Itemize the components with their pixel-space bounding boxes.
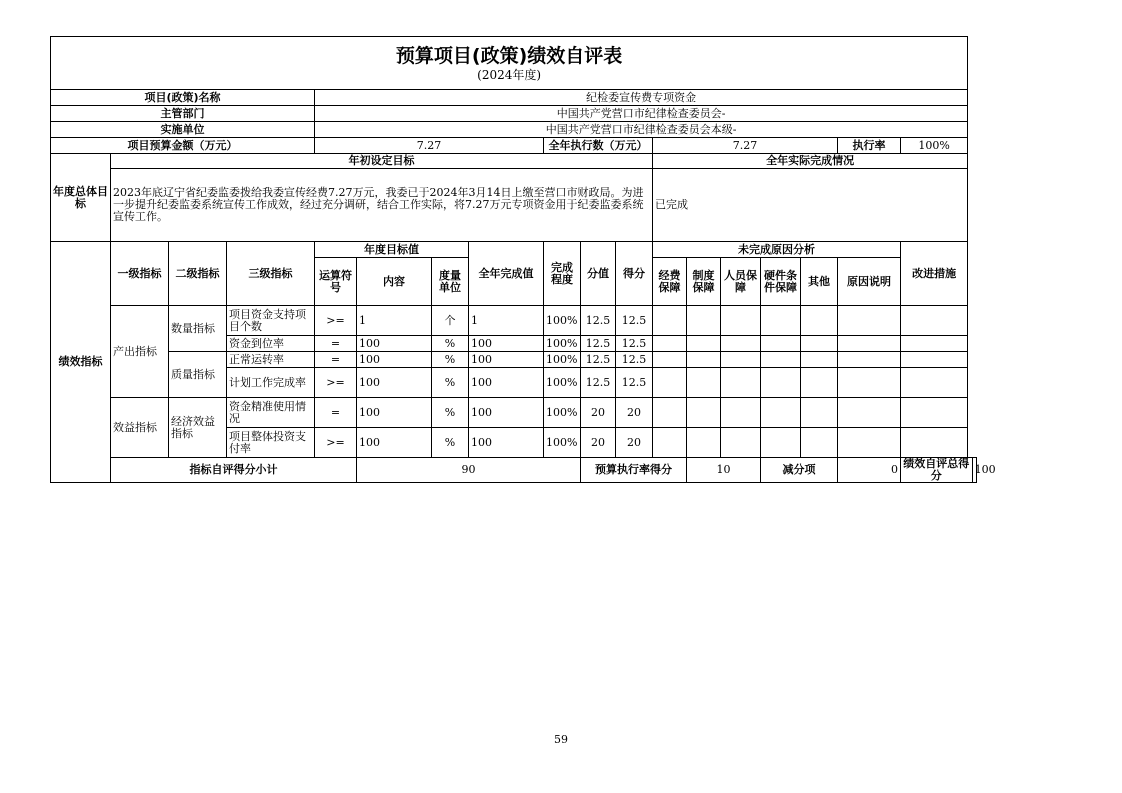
- reason-other-cell: [801, 306, 838, 336]
- improve-cell: [901, 368, 968, 398]
- reason-fund-cell: [653, 336, 687, 352]
- indicator-name: 项目整体投资支付率: [227, 428, 315, 458]
- indicator-content: 100: [357, 428, 432, 458]
- header-content: 内容: [357, 258, 432, 306]
- header-reason-other: 其他: [801, 258, 838, 306]
- economic-indicator-label: 经济效益指标: [169, 398, 227, 458]
- header-reason-staff: 人员保障: [721, 258, 761, 306]
- improve-cell: [901, 398, 968, 428]
- header-completion: 完成程度: [544, 242, 581, 306]
- indicator-score: 20: [616, 428, 653, 458]
- reason-fund-cell: [653, 368, 687, 398]
- table-row: [51, 398, 977, 428]
- quality-indicator-label: 质量指标: [169, 352, 227, 398]
- reason-desc-cell: [838, 368, 901, 398]
- header-improve: 改进措施: [901, 242, 968, 306]
- reason-other-cell: [801, 428, 838, 458]
- reason-desc-cell: [838, 306, 901, 336]
- header-target-group: 年度目标值: [315, 242, 469, 258]
- table-row: [51, 306, 977, 336]
- budget-label: 项目预算金额（万元）: [51, 138, 315, 154]
- table-row: [51, 352, 977, 368]
- header-reason-fund: 经费保障: [653, 258, 687, 306]
- indicator-name: 正常运转率: [227, 352, 315, 368]
- indicator-content: 100: [357, 368, 432, 398]
- improve-cell: [901, 306, 968, 336]
- reason-hardware-cell: [761, 368, 801, 398]
- improve-cell: [901, 352, 968, 368]
- indicator-actual: 1: [469, 306, 544, 336]
- indicator-unit: %: [432, 398, 469, 428]
- reason-fund-cell: [653, 428, 687, 458]
- reason-staff-cell: [721, 428, 761, 458]
- indicator-value: 12.5: [581, 352, 616, 368]
- reason-staff-cell: [721, 336, 761, 352]
- reason-fund-cell: [653, 398, 687, 428]
- indicator-score: 12.5: [616, 352, 653, 368]
- indicator-actual: 100: [469, 336, 544, 352]
- reason-system-cell: [687, 306, 721, 336]
- reason-staff-cell: [721, 306, 761, 336]
- indicator-completion: 100%: [544, 306, 581, 336]
- indicator-name: 资金到位率: [227, 336, 315, 352]
- indicator-value: 12.5: [581, 306, 616, 336]
- reason-staff-cell: [721, 398, 761, 428]
- reason-other-cell: [801, 368, 838, 398]
- project-name-value: 纪检委宣传费专项资金: [315, 90, 968, 106]
- indicator-name: 计划工作完成率: [227, 368, 315, 398]
- reason-hardware-cell: [761, 352, 801, 368]
- header-actual: 全年完成值: [469, 242, 544, 306]
- page-title: 预算项目(政策)绩效自评表: [395, 44, 623, 67]
- indicator-content: 100: [357, 336, 432, 352]
- reason-hardware-cell: [761, 306, 801, 336]
- indicator-actual: 100: [469, 352, 544, 368]
- indicator-op: =: [315, 352, 357, 368]
- header-reason-system: 制度保障: [687, 258, 721, 306]
- indicator-actual: 100: [469, 398, 544, 428]
- reason-system-cell: [687, 398, 721, 428]
- deduct-label: 减分项: [761, 458, 838, 483]
- improve-cell: [901, 428, 968, 458]
- indicator-content: 100: [357, 398, 432, 428]
- reason-system-cell: [687, 368, 721, 398]
- reason-hardware-cell: [761, 428, 801, 458]
- indicator-completion: 100%: [544, 398, 581, 428]
- budget-value: 7.27: [315, 138, 544, 154]
- reason-other-cell: [801, 398, 838, 428]
- header-reason-hardware: 硬件条件保障: [761, 258, 801, 306]
- dept-label: 主管部门: [51, 106, 315, 122]
- indicator-op: >=: [315, 368, 357, 398]
- initial-goal-text: 2023年底辽宁省纪委监委拨给我委宣传经费7.27万元，我委已于2024年3月14日上缴至营口市财政局。为进一步提升纪委监委系统宣传工作成效，经过充分调研，结合工作实际，将7.27万元专项资金用于纪委监委系统宣传工作。: [111, 169, 653, 242]
- page-number: 59: [554, 733, 568, 746]
- quantity-indicator-label: 数量指标: [169, 306, 227, 352]
- total-label: 绩效自评总得分: [901, 458, 973, 483]
- indicator-op: =: [315, 336, 357, 352]
- improve-cell: [901, 336, 968, 352]
- indicator-unit: %: [432, 368, 469, 398]
- annual-goal-label: 年度总体目标: [51, 154, 111, 242]
- rate-label: 执行率: [838, 138, 901, 154]
- header-score-value: 分值: [581, 242, 616, 306]
- reason-hardware-cell: [761, 398, 801, 428]
- indicator-score: 12.5: [616, 306, 653, 336]
- reason-desc-cell: [838, 398, 901, 428]
- reason-desc-cell: [838, 352, 901, 368]
- header-level1: 一级指标: [111, 242, 169, 306]
- indicator-score: 20: [616, 398, 653, 428]
- header-unit: 度量单位: [432, 258, 469, 306]
- indicator-score: 12.5: [616, 336, 653, 352]
- header-level2: 二级指标: [169, 242, 227, 306]
- indicator-name: 资金精准使用情况: [227, 398, 315, 428]
- budget-score-value: 10: [687, 458, 761, 483]
- unit-value: 中国共产党营口市纪律检查委员会本级-: [315, 122, 968, 138]
- indicator-unit: %: [432, 352, 469, 368]
- indicator-unit: %: [432, 336, 469, 352]
- reason-fund-cell: [653, 352, 687, 368]
- reason-other-cell: [801, 352, 838, 368]
- indicator-actual: 100: [469, 428, 544, 458]
- dept-value: 中国共产党营口市纪律检查委员会-: [315, 106, 968, 122]
- indicator-content: 1: [357, 306, 432, 336]
- subtotal-value: 90: [357, 458, 581, 483]
- initial-goal-header: 年初设定目标: [111, 154, 653, 169]
- reason-desc-cell: [838, 336, 901, 352]
- indicator-score: 12.5: [616, 368, 653, 398]
- indicator-value: 12.5: [581, 368, 616, 398]
- indicator-completion: 100%: [544, 428, 581, 458]
- actual-goal-header: 全年实际完成情况: [653, 154, 968, 169]
- indicator-content: 100: [357, 352, 432, 368]
- rate-value: 100%: [901, 138, 968, 154]
- reason-other-cell: [801, 336, 838, 352]
- self-evaluation-table: [50, 36, 996, 483]
- header-score: 得分: [616, 242, 653, 306]
- indicator-completion: 100%: [544, 368, 581, 398]
- indicator-name: 项目资金支持项目个数: [227, 306, 315, 336]
- reason-system-cell: [687, 352, 721, 368]
- reason-fund-cell: [653, 306, 687, 336]
- subtotal-label: 指标自评得分小计: [111, 458, 357, 483]
- exec-label: 全年执行数（万元）: [544, 138, 653, 154]
- actual-goal-text: 已完成: [653, 169, 968, 242]
- header-reason-desc: 原因说明: [838, 258, 901, 306]
- benefit-indicator-label: 效益指标: [111, 398, 169, 458]
- indicator-unit: %: [432, 428, 469, 458]
- indicator-value: 12.5: [581, 336, 616, 352]
- deduct-value: 0: [838, 458, 901, 483]
- indicator-op: >=: [315, 428, 357, 458]
- reason-hardware-cell: [761, 336, 801, 352]
- table-title-cell: [51, 37, 968, 90]
- indicator-unit: 个: [432, 306, 469, 336]
- output-indicator-label: 产出指标: [111, 306, 169, 398]
- unit-label: 实施单位: [51, 122, 315, 138]
- header-level3: 三级指标: [227, 242, 315, 306]
- indicator-completion: 100%: [544, 336, 581, 352]
- reason-staff-cell: [721, 368, 761, 398]
- header-reason-group: 未完成原因分析: [653, 242, 901, 258]
- project-name-label: 项目(政策)名称: [51, 90, 315, 106]
- page-subtitle: (2024年度): [477, 67, 542, 82]
- indicator-actual: 100: [469, 368, 544, 398]
- indicator-op: =: [315, 398, 357, 428]
- reason-system-cell: [687, 336, 721, 352]
- indicators-label: 绩效指标: [51, 242, 111, 483]
- reason-system-cell: [687, 428, 721, 458]
- total-value: 100: [972, 458, 976, 483]
- budget-score-label: 预算执行率得分: [581, 458, 687, 483]
- indicator-value: 20: [581, 398, 616, 428]
- indicator-op: >=: [315, 306, 357, 336]
- reason-staff-cell: [721, 352, 761, 368]
- indicator-completion: 100%: [544, 352, 581, 368]
- header-op: 运算符号: [315, 258, 357, 306]
- exec-value: 7.27: [653, 138, 838, 154]
- indicator-value: 20: [581, 428, 616, 458]
- reason-desc-cell: [838, 428, 901, 458]
